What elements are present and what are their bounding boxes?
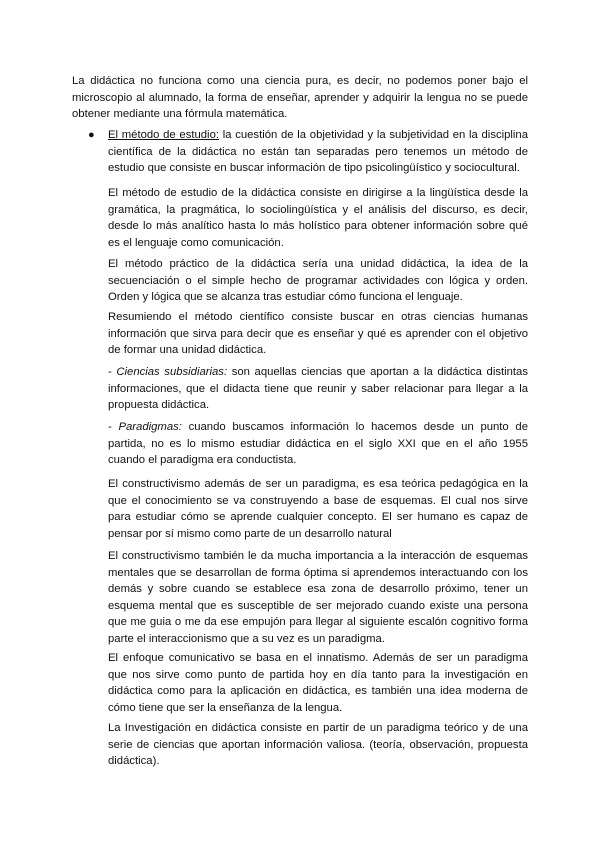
method-of-study-term: El método de estudio: <box>108 129 219 141</box>
paradigms-text: cuando buscamos información lo hacemos desde un punto de partida, no es lo mismo estudiar didáctica en el siglo XXI que en el año 1955 cuando el paradigma era conductista. <box>108 421 528 467</box>
method-of-study-text: la cuestión de la objetividad y la subjetividad en la disciplina científica de la didáctica no están tan separadas pero tenemos un método de estudio que consiste en buscar información de tipo psicolingüístico y sociocultural. <box>108 129 528 175</box>
subsidiary-sciences-term: Ciencias subsidiarias: <box>116 366 228 378</box>
scientific-method-summary-paragraph: Resumiendo el método científico consiste buscar en otras ciencias humanas información que sirva para decir que es enseñar y qué es aprender con el objetivo de formar una unidad didáctica. <box>108 311 528 357</box>
intro-paragraph: La didáctica no funciona como una ciencia pura, es decir, no podemos poner bajo el microscopio al alumnado, la forma de enseñar, aprender y adquirir la lengua no se puede obtener mediante una fórmula matemática. <box>72 75 528 121</box>
communicative-approach-paragraph: El enfoque comunicativo se basa en el innatismo. Además de ser un paradigma que nos sirve como punto de partida hoy en día tanto para la investigación en didáctica como para la aplicación en didáctica, es también una idea moderna de cómo tiene que ser la enseñanza de la lengua. <box>108 652 528 714</box>
subsidiary-sciences-text: son aquellas ciencias que aportan a la didáctica distintas informaciones, que el didacta tiene que reunir y saber relacionar para llegar a la propuesta didáctica. <box>108 366 528 412</box>
paradigms-paragraph <box>108 419 528 469</box>
paradigms-term: Paradigmas: <box>118 421 182 433</box>
practical-method-paragraph: El método práctico de la didáctica sería una unidad didáctica, la idea de la secuenciación o el simple hecho de programar actividades con lógica y orden. Orden y lógica que se alcanza tras estudiar cómo funciona el lenguaje. <box>108 258 528 304</box>
didactic-research-paragraph: La Investigación en didáctica consiste en partir de un paradigma teórico y de una serie de ciencias que aportan información valiosa. (teoría, observación, propuesta didáctica). <box>108 722 528 768</box>
constructivism-paragraph: El constructivismo además de ser un paradigma, es esa teórica pedagógica en la que el conocimiento se va construyendo a base de esquemas. El cual nos sirve para estudiar cómo se aprende cualquier concepto. El ser humano es capaz de pensar por sí mismo como parte de un desarrollo natural <box>108 478 528 540</box>
paradigms-dash: - <box>108 421 119 433</box>
study-method-paragraph: El método de estudio de la didáctica consiste en dirigirse a la lingüística desde la gramática, la pragmática, lo sociolingüística y el análisis del discurso, es decir, desde lo más analítico hasta lo más holístico para obtener información sobre qué es el lenguaje como comunicación. <box>108 187 528 249</box>
subsidiary-sciences-dash: - <box>108 366 117 378</box>
method-of-study-paragraph <box>108 127 528 177</box>
bullet-icon: ● <box>88 129 95 141</box>
subsidiary-sciences-paragraph <box>108 364 528 414</box>
constructivism-interaction-paragraph: El constructivismo también le da mucha importancia a la interacción de esquemas mentales que se desarrollan de forma óptima si aprendemos interactuando con los demás y sobre cuando se establece esa zona de desarrollo próximo, tener un esquema mental que es susceptible de ser mejorado cuando existe una persona que me guia o me da ese empujón para llegar al siguiente escalón cognitivo forma parte el interaccionismo que a su vez es un paradigma. <box>108 550 528 645</box>
